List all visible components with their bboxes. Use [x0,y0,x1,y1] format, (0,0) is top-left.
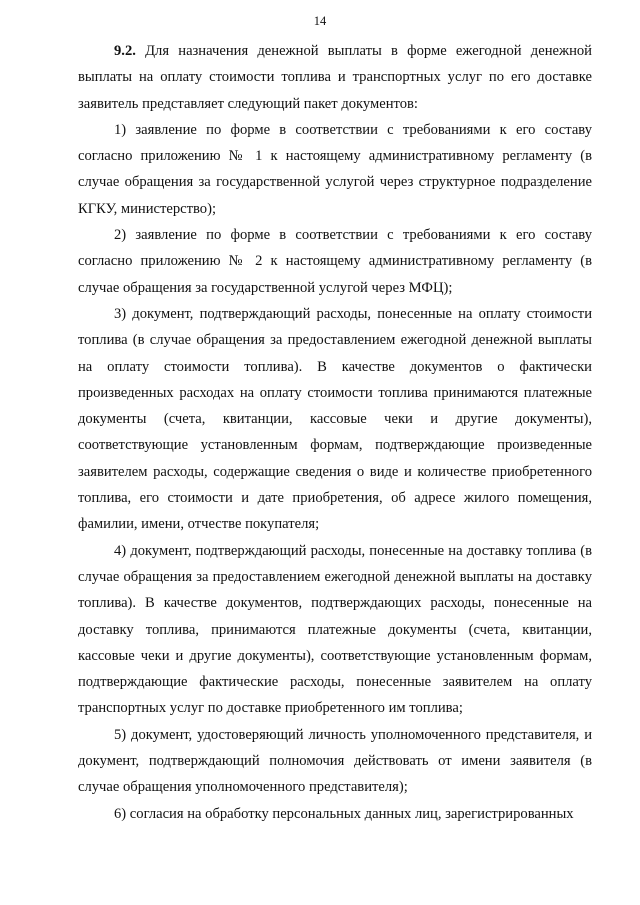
page-number: 14 [313,14,327,28]
list-item-2: 2) заявление по форме в соответствии с требованиями к его составу согласно приложению № 2 к настоящему административному регламенту (в случае обращения за государственной услугой через МФЦ); [78,227,592,296]
paragraph-text: Для назначения денежной выплаты в форме ежегодной денежной выплаты на оплату стоимости топлива и транспортных услуг по его доставке заявитель представляет следующий пакет документов: [78,43,592,112]
document-body [78,38,592,827]
list-item-5: 5) документ, удостоверяющий личность уполномоченного представителя, и документ, подтверждающий полномочия действовать от имени заявителя (в случае обращения уполномоченного представителя); [78,726,592,796]
section-number: 9.2. [114,43,136,59]
paragraph-9-2 [78,38,592,117]
list-item-6: 6) согласия на обработку персональных данных лиц, зарегистрированных [114,805,574,822]
list-item-3: 3) документ, подтверждающий расходы, понесенные на оплату стоимости топлива (в случае обращения за предоставлением ежегодной денежной выплаты на оплату стоимости топлива). В качестве документов о фактически произведенных расходах на оплату стоимости топлива принимаются платежные документы (счета, квитанции, кассовые чеки и другие документы), соответствующие установленным формам, подтверждающие произведенные заявителем расходы, содержащие сведения о виде и количестве приобретенного топлива, его стоимости и дате приобретения, об адресе жилого помещения, фамилии, имени, отчестве покупателя; [78,305,592,533]
list-item-4: 4) документ, подтверждающий расходы, понесенные на доставку топлива (в случае обращения за предоставлением ежегодной денежной выплаты на доставку топлива). В качестве документов, подтверждающих расходы, понесенные на доставку топлива, принимаются платежные документы (счета, квитанции, кассовые чеки и другие документы), соответствующие установленным формам, подтверждающие фактические расходы, понесенные заявителем на оплату транспортных услуг по доставке приобретенного им топлива; [78,542,592,717]
list-item-1: 1) заявление по форме в соответствии с требованиями к его составу согласно приложению № 1 к настоящему административному регламенту (в случае обращения за государственной услугой через структурное подразделение КГКУ, министерство); [78,121,592,217]
